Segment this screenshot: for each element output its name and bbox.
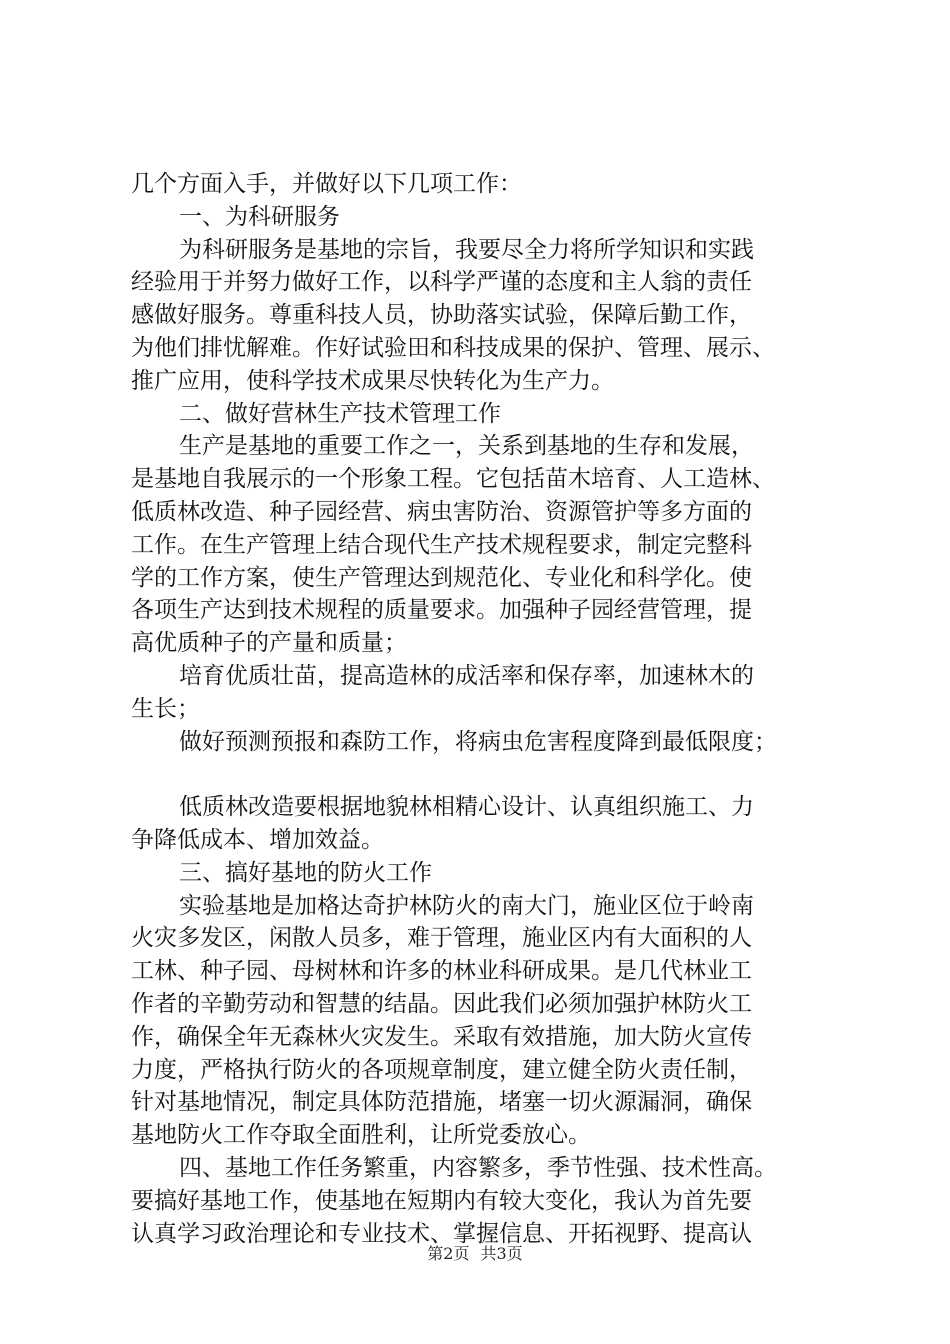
paragraph-line: 生长； [131,695,200,722]
paragraph-line: 几个方面入手，并做好以下几项工作： [131,171,522,197]
paragraph-line: 推广应用，使科学技术成果尽快转化为生产力。 [131,367,614,394]
section-heading-4: 四、基地工作任务繁重，内容繁多，季节性强、技术性高。 [179,1154,777,1181]
paragraph-line: 认真学习政治理论和专业技术、掌握信息、开拓视野、提高认 [131,1220,752,1247]
section-heading-1: 一、为科研服务 [179,203,340,230]
paragraph-line: 学的工作方案，使生产管理达到规范化、专业化和科学化。使 [131,564,752,591]
paragraph-line: 工作。在生产管理上结合现代生产技术规程要求，制定完整科 [131,531,752,558]
paragraph-line: 感做好服务。尊重科技人员，协助落实试验，保障后勤工作， [131,302,752,329]
paragraph-line: 生产是基地的重要工作之一，关系到基地的生存和发展， [179,433,754,460]
section-heading-3: 三、搞好基地的防火工作 [179,859,432,886]
paragraph-line: 培育优质壮苗，提高造林的成活率和保存率，加速林木的 [179,662,754,689]
paragraph-line: 做好预测预报和森防工作，将病虫危害程度降到最低限度； [179,728,777,755]
document-body [131,168,851,1250]
page-number: 第2页 [427,1244,470,1263]
blank-line [131,758,851,791]
paragraph-line: 火灾多发区，闲散人员多，难于管理，施业区内有大面积的人 [131,925,752,952]
page-total: 共3页 [480,1244,523,1263]
paragraph-line: 工林、种子园、母树林和许多的林业科研成果。是几代林业工 [131,958,752,985]
paragraph-line: 力度，严格执行防火的各项规章制度，建立健全防火责任制， [131,1056,752,1083]
paragraph-line: 争降低成本、增加效益。 [131,826,384,853]
paragraph-line: 高优质种子的产量和质量； [131,630,407,657]
paragraph-line: 基地防火工作夺取全面胜利，让所党委放心。 [131,1122,591,1149]
paragraph-line: 针对基地情况，制定具体防范措施，堵塞一切火源漏洞，确保 [131,1089,752,1116]
paragraph-line: 是基地自我展示的一个形象工程。它包括苗木培育、人工造林、 [131,466,775,493]
paragraph-line: 低质林改造、种子园经营、病虫害防治、资源管护等多方面的 [131,498,752,525]
paragraph-line: 各项生产达到技术规程的质量要求。加强种子园经营管理，提 [131,597,752,624]
paragraph-line: 作者的辛勤劳动和智慧的结晶。因此我们必须加强护林防火工 [131,990,752,1017]
paragraph-line: 实验基地是加格达奇护林防火的南大门，施业区位于岭南 [179,892,754,919]
paragraph-line: 低质林改造要根据地貌林相精心设计、认真组织施工、力 [179,794,754,821]
section-heading-2: 二、做好营林生产技术管理工作 [179,400,501,427]
page-footer [0,1241,950,1264]
paragraph-line: 为科研服务是基地的宗旨，我要尽全力将所学知识和实践 [179,236,754,263]
paragraph-line: 经验用于并努力做好工作，以科学严谨的态度和主人翁的责任 [131,269,752,296]
paragraph-line: 要搞好基地工作，使基地在短期内有较大变化，我认为首先要 [131,1187,752,1214]
paragraph-line: 作，确保全年无森林火灾发生。采取有效措施，加大防火宣传 [131,1023,752,1050]
paragraph-line: 为他们排忧解难。作好试验田和科技成果的保护、管理、展示、 [131,334,775,361]
